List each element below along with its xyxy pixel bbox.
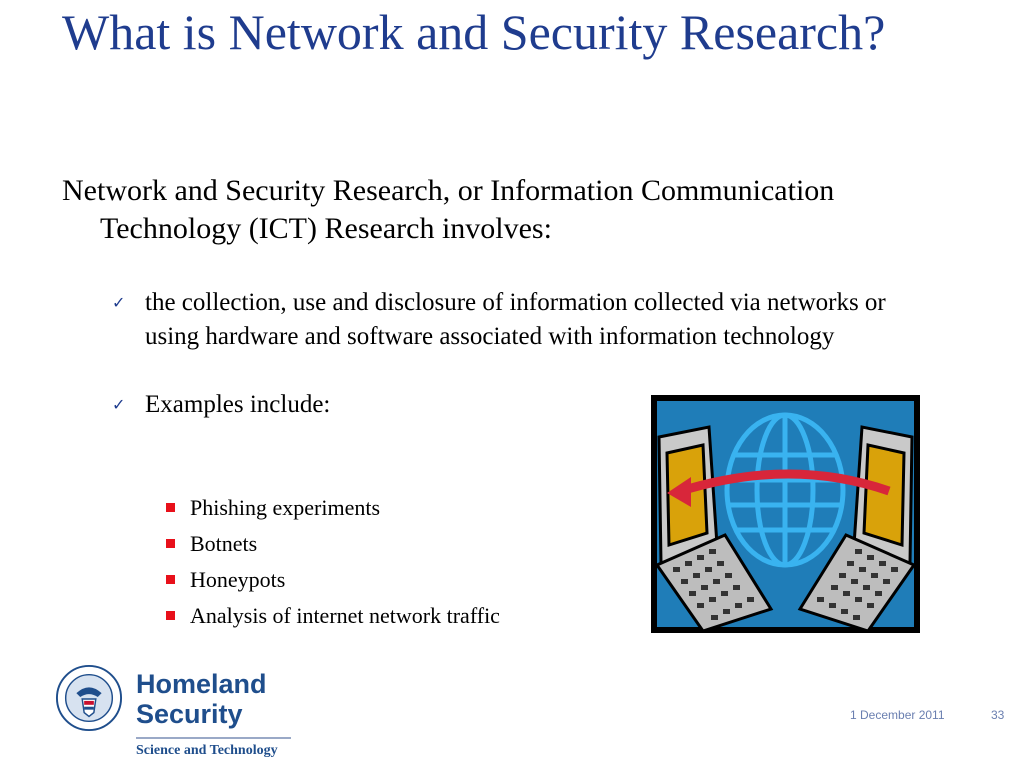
bullet-text: the collection, use and disclosure of information collected via networks or using hardware and software associated with information technology <box>145 289 886 350</box>
brand-name <box>136 669 267 729</box>
example-item <box>166 598 500 634</box>
dhs-seal-icon <box>55 664 123 732</box>
checkmark-icon: ✓ <box>112 293 126 312</box>
red-square-icon <box>166 575 175 584</box>
example-text: Analysis of internet network traffic <box>190 603 500 628</box>
network-globe-computers-illustration <box>651 395 920 633</box>
bullet-text: Examples include: <box>145 391 331 418</box>
page-number: 33 <box>991 708 1005 722</box>
example-text: Honeypots <box>190 567 286 592</box>
examples-list <box>166 490 500 634</box>
red-square-icon <box>166 503 175 512</box>
example-item <box>166 526 500 562</box>
brand-divider <box>136 737 291 739</box>
example-text: Botnets <box>190 531 258 556</box>
example-item <box>166 562 500 598</box>
slide-title: What is Network and Security Research? <box>62 4 886 60</box>
brand-line-1: Homeland <box>136 669 267 699</box>
example-item <box>166 490 500 526</box>
brand-line-2: Security <box>136 699 243 729</box>
bullet-item <box>112 286 912 354</box>
brand-subtitle: Science and Technology <box>136 743 278 758</box>
red-square-icon <box>166 611 175 620</box>
footer-date: 1 December 2011 <box>850 708 945 722</box>
lead-paragraph: Network and Security Research, or Information Communication Technology (ICT) Research involves: <box>62 174 835 245</box>
checkmark-icon: ✓ <box>112 395 126 414</box>
example-text: Phishing experiments <box>190 495 381 520</box>
red-square-icon <box>166 539 175 548</box>
